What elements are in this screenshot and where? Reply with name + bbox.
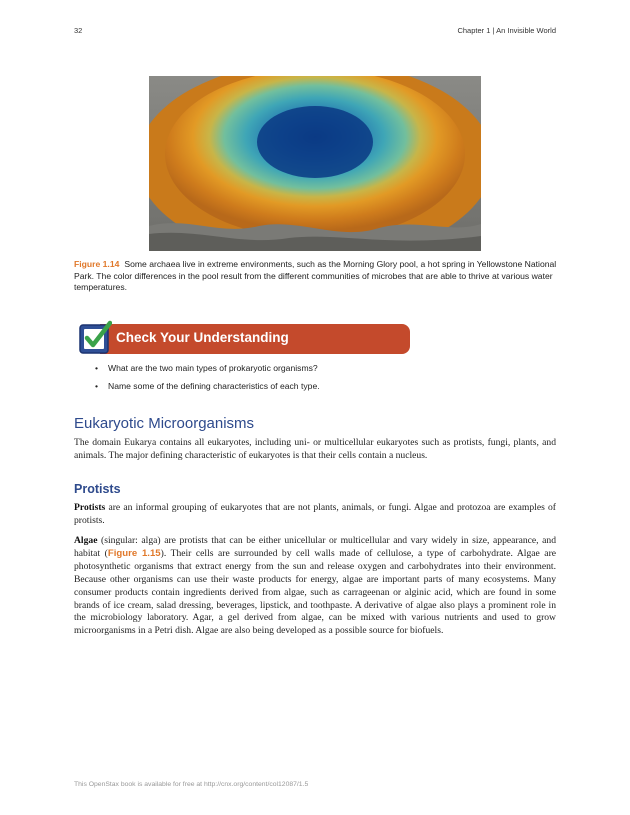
section-intro: The domain Eukarya contains all eukaryotes, including uni- or multicellular eukaryotes such as protists, fungi, plants, and animals. The major defining characteristic of eukaryotes is that their cells contain a nucleus. [74, 437, 556, 461]
banner-title: Check Your Understanding [116, 330, 289, 345]
figure-label: Figure 1.14 [74, 259, 120, 269]
figure-caption [74, 259, 559, 294]
question-item: • What are the two main types of prokaryotic organisms? [95, 361, 320, 379]
algae-paragraph [74, 535, 556, 638]
check-your-understanding-banner [78, 320, 410, 356]
algae-text-part1: (singular: alga) are protists that can be either unicellular or multicellular and vary widely in size, appearance, and habitat ( [74, 535, 556, 559]
protists-term: Protists [74, 502, 106, 513]
protists-paragraph [74, 502, 556, 528]
morning-glory-pool-photo [149, 76, 481, 251]
question-list [95, 361, 320, 397]
chapter-header: Chapter 1 | An Invisible World [457, 26, 556, 35]
section-heading: Eukaryotic Microorganisms [74, 415, 255, 432]
question-item: • Name some of the defining characteristics of each type. [95, 379, 320, 397]
figure-caption-text: Some archaea live in extreme environments, such as the Morning Glory pool, a hot spring in Yellowstone National Park. The color differences in the pool result from the different communities of microbes that are able to thrive at various water temperatures. [74, 259, 557, 292]
footer-note: This OpenStax book is available for free at http://cnx.org/content/col12087/1.5 [74, 781, 309, 788]
checkbox-check-icon [78, 320, 112, 356]
figure-link[interactable]: Figure 1.15 [107, 547, 161, 559]
algae-text-part2: ). Their cells are surrounded by cell walls made of cellulose, a type of carbohydrate. Algae are photosynthetic organisms that extract energy from the sun and release oxygen and carbohydrates into their environment. Because other organisms can use their waste products for energy, algae are important parts of many ecosystems. Many consumer products contain ingredients derived from algae, such as carrageenan or alginic acid, which are found in some brands of ice cream, salad dressing, beverages, lipstick, and toothpaste. A derivative of algae also plays a prominent role in the microbiology laboratory. Agar, a gel derived from algae, can be mixed with various nutrients and used to grow microorganisms in a Petri dish. Algae are also being developed as a possible source for biofuels. [74, 547, 557, 637]
page-number: 32 [74, 26, 83, 35]
subsection-heading: Protists [74, 482, 121, 496]
algae-term: Algae [74, 535, 98, 546]
protists-definition: are an informal grouping of eukaryotes that are not plants, animals, or fungi. Algae and protozoa are examples of protists. [74, 502, 556, 526]
